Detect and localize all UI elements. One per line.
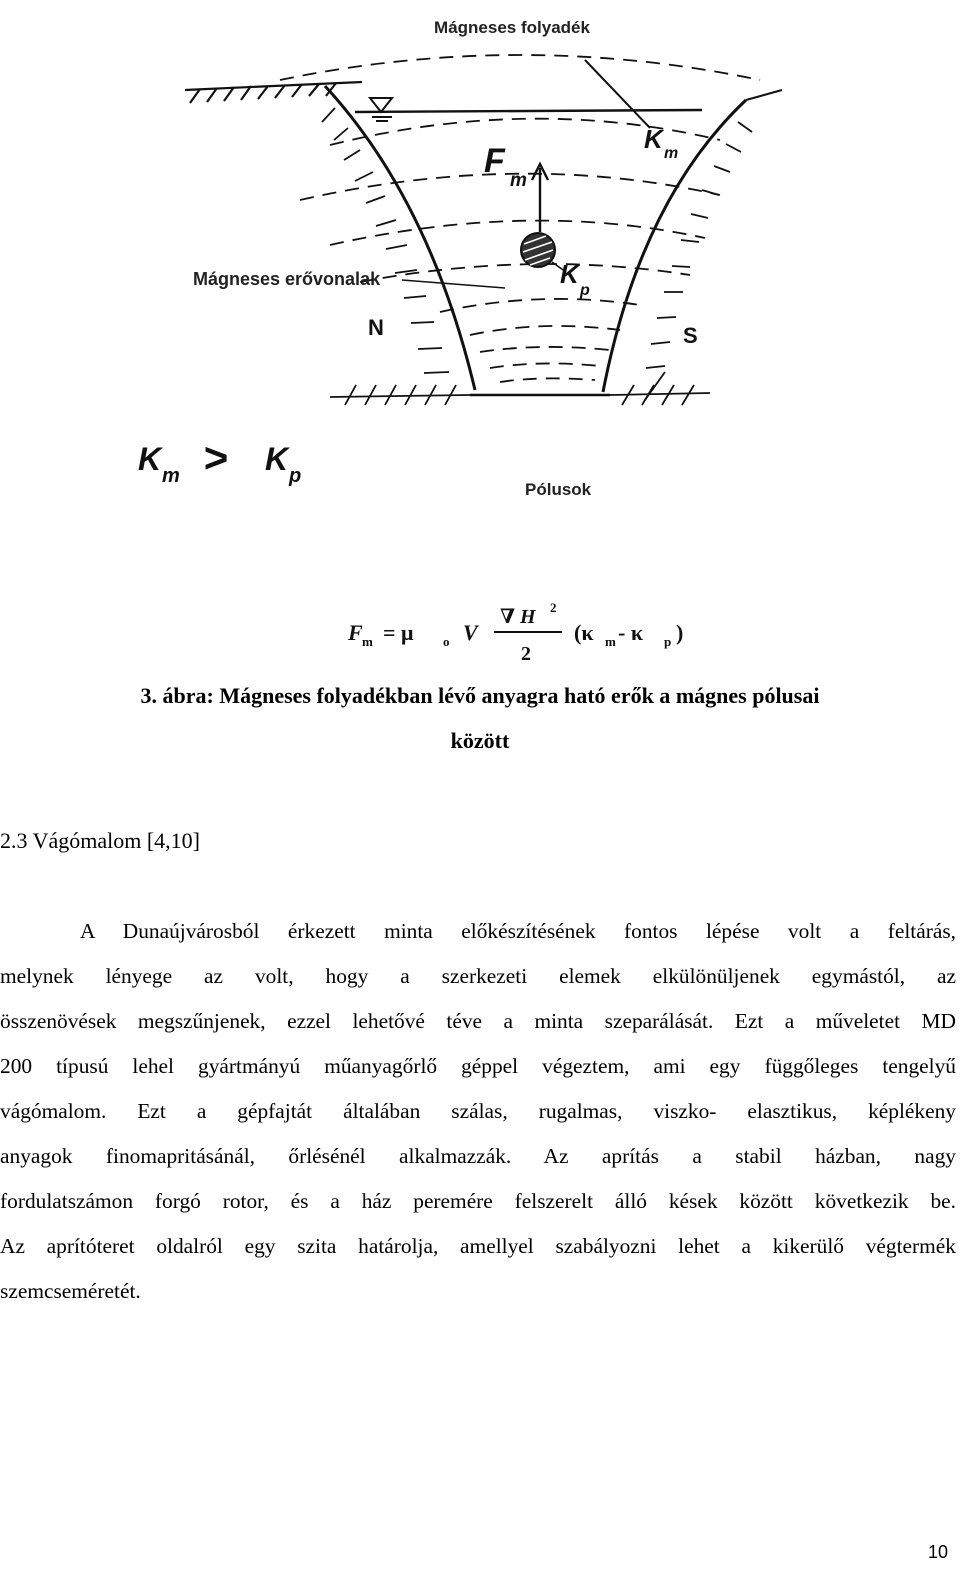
formula-numerator: ∇ H	[500, 606, 536, 628]
field-lines-pointer	[402, 280, 505, 288]
paragraph-line: anyagok finomapritásánál, őrlésénél alkalmazzák. Az aprítás a stabil házban, nagy	[0, 1144, 956, 1168]
force-label: F	[484, 142, 505, 180]
formula-numerator-sup: 2	[550, 600, 557, 615]
section-heading: 2.3 Vágómalom [4,10]	[0, 828, 201, 853]
kappa-m-pointer	[585, 60, 650, 128]
inequality-kappa-p-sub: p	[289, 465, 302, 487]
inequality-kappa-m: K	[138, 441, 162, 477]
formula-bracket-close: )	[676, 620, 684, 645]
force-label-sub: m	[510, 170, 527, 191]
force-formula	[347, 600, 683, 665]
body-paragraph	[0, 909, 956, 1314]
formula-minus: - κ	[618, 620, 644, 645]
kappa-m-label: K	[644, 124, 663, 154]
water-level-icon	[370, 98, 392, 121]
paragraph-line: fordulatszámon forgó rotor, és a ház peremére felszerelt álló kések között következik be.	[0, 1189, 956, 1213]
figure-caption-line1: 3. ábra: Mágneses folyadékban lévő anyagra ható erők a mágnes pólusai	[140, 683, 820, 708]
pole-base-right	[610, 372, 710, 405]
kappa-p-label-sub: p	[580, 282, 590, 299]
paragraph-line: A Dunaújvárosból érkezett minta előkészítésének fontos lépése volt a feltárás,	[80, 919, 956, 943]
particle	[521, 233, 555, 267]
formula-mu-sub: o	[443, 634, 450, 649]
figure-caption-line2: között	[450, 728, 510, 753]
formula-lhs: F	[348, 620, 363, 645]
paragraph-line: 200 típusú lehel gyártmányú műanyagőrlő géppel végeztem, ami egy függőleges tengelyű	[0, 1054, 956, 1078]
inequality-kappa-p: K	[265, 441, 289, 477]
inequality-kappa-m-sub: m	[162, 465, 180, 487]
kappa-m-label-sub: m	[664, 145, 679, 162]
formula-volume: V	[463, 620, 478, 645]
pole-face-left	[322, 86, 475, 390]
formula-lhs-sub: m	[362, 634, 373, 649]
poles-label: Pólusok	[525, 480, 592, 499]
south-pole-label: S	[683, 323, 698, 348]
formula-bracket-m-sub: m	[605, 634, 616, 649]
formula-bracket-open: (κ	[574, 620, 594, 645]
pole-face-right	[603, 100, 752, 392]
pole-base-left	[330, 385, 470, 405]
formula-bracket-p-sub: p	[664, 634, 672, 649]
magnetic-fluid-figure	[0, 0, 960, 680]
paragraph-line: melynek lényege az volt, hogy a szerkezeti elemek elkülönüljenek egymástól, az	[0, 964, 956, 988]
figure-title: Mágneses folyadék	[434, 18, 590, 37]
paragraph-line: szemcseméretét.	[0, 1279, 141, 1303]
force-arrow-icon	[532, 164, 548, 232]
kappa-p-label: K	[560, 259, 579, 289]
ground-right	[746, 90, 782, 100]
field-lines-label: Mágneses erővonalak	[193, 269, 381, 289]
paragraph-line: Az aprítóteret oldalról egy szita határolja, amellyel szabályozni lehet a kikerülő végtermék	[0, 1234, 956, 1258]
formula-denominator: 2	[521, 643, 531, 665]
page-number: 10	[927, 1542, 948, 1562]
liquid-surface	[355, 110, 702, 112]
inequality-operator: >	[203, 434, 228, 481]
paragraph-line: vágómalom. Ezt a gépfajtát általában szálas, rugalmas, viszko- elasztikus, képlékeny	[0, 1099, 956, 1123]
paragraph-line: összenövések megszűnjenek, ezzel lehetővé téve a minta szeparálását. Ezt a műveletet MD	[0, 1009, 956, 1033]
north-pole-label: N	[368, 315, 384, 340]
formula-eq-mu: = μ	[383, 620, 414, 645]
